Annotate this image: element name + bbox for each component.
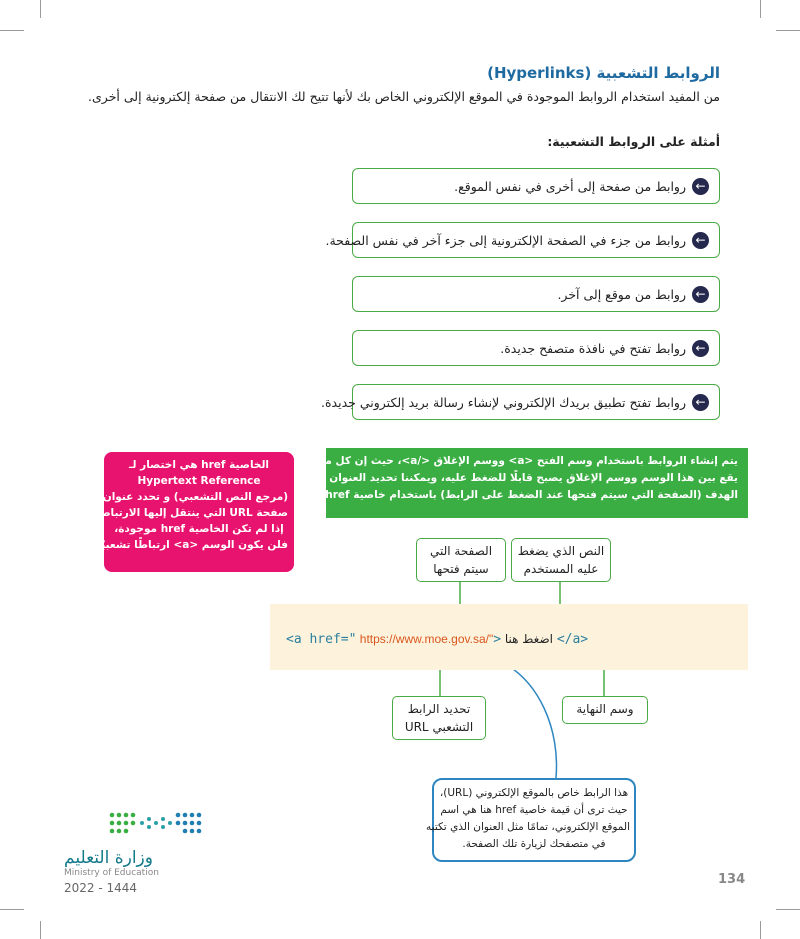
label-line: سيتم فتحها [433,562,489,576]
example-text: روابط تفتح تطبيق بريدك الإلكتروني لإنشاء رسالة بريد إلكتروني جديدة. [321,394,686,410]
label-line: تحديد الرابط [407,702,471,716]
code-link-text: اضغط هنا [501,632,557,646]
ministry-logo-icon [108,810,202,840]
label-link-target [392,696,486,740]
arrow-left-icon: ← [692,394,709,411]
href-note-line: إذا لم تكن الخاصية href موجودة، [114,523,284,535]
href-note-line: Hypertext Reference [137,475,261,487]
url-note-line: في متصفحك لزيارة تلك الصفحة. [462,838,606,850]
label-end-tag [562,696,648,724]
code-end-tag: </a> [556,632,589,647]
label-line: التشعبي URL [404,720,474,734]
example-text: روابط من جزء في الصفحة الإلكترونية إلى جزء آخر في نفس الصفحة. [325,232,686,248]
url-note-line: الموقع الإلكتروني، تمامًا مثل العنوان الذي تكتبه [426,821,630,833]
url-note-box [426,778,636,862]
ministry-logo-english: Ministry of Education [64,868,159,878]
code-example [286,632,736,652]
ministry-logo-arabic: وزارة التعليم [64,848,153,868]
url-note-line: هذا الرابط خاص بالموقع الإلكتروني (URL)، [439,787,629,799]
arrow-left-icon: ← [692,232,709,249]
anchor-note-line: الهدف (الصفحة التي سيتم فتحها عند الضغط على الرابط) باستخدام خاصية href. [321,489,738,501]
code-bracket: > [493,632,502,647]
examples-heading: أمثلة على الروابط التشعبية: [547,134,720,149]
example-text: روابط من موقع إلى آخر. [557,286,686,302]
code-url: https://www.moe.gov.sa/" [356,632,494,646]
label-line: وسم النهاية [576,702,634,716]
href-note-line: (مرجع النص التشعبي) و تحدد عنوان [102,491,288,503]
href-note-line: الخاصية href هي اختصار لـ [128,459,270,471]
anchor-note-line: يتم إنشاء الروابط باستخدام وسم الفتح <a> ووسم الإغلاق </a>، حيث إن كل ما [321,455,738,467]
label-line: الصفحة التي [429,544,493,558]
arrow-left-icon: ← [692,178,709,195]
href-note-line: فلن يكون الوسم <a> ارتباطًا تشعبيًا. [93,539,288,551]
label-line: النص الذي يضغط [517,544,605,558]
page-title: الروابط التشعبية (Hyperlinks) [487,64,720,82]
page-number: 134 [718,872,746,887]
example-text: روابط من صفحة إلى أخرى في نفس الموقع. [454,178,686,194]
code-open-tag: <a href=" [286,632,357,647]
example-text: روابط تفتح في نافذة متصفح جديدة. [500,340,686,356]
label-clicked-text [511,538,611,582]
label-line: عليه المستخدم [523,562,599,576]
arrow-left-icon: ← [692,286,709,303]
arrow-left-icon: ← [692,340,709,357]
label-page-to-open [416,538,506,582]
intro-paragraph: من المفيد استخدام الروابط الموجودة في الموقع الإلكتروني الخاص بك لأنها تتيح لك الانتقال من صفحة إلكترونية إلى أخرى. [88,89,720,104]
url-note-line: حيث ترى أن قيمة خاصية href هنا هي اسم [440,804,628,816]
edition-year: 2022 - 1444 [64,881,138,895]
anchor-note-line: يقع بين هذا الوسم ووسم الإغلاق يصبح قابلًا للضغط عليه، ويمكننا تحديد العنوان [329,472,738,484]
href-note-line: صفحة URL التي ينتقل إليها الارتباط. [95,507,288,519]
